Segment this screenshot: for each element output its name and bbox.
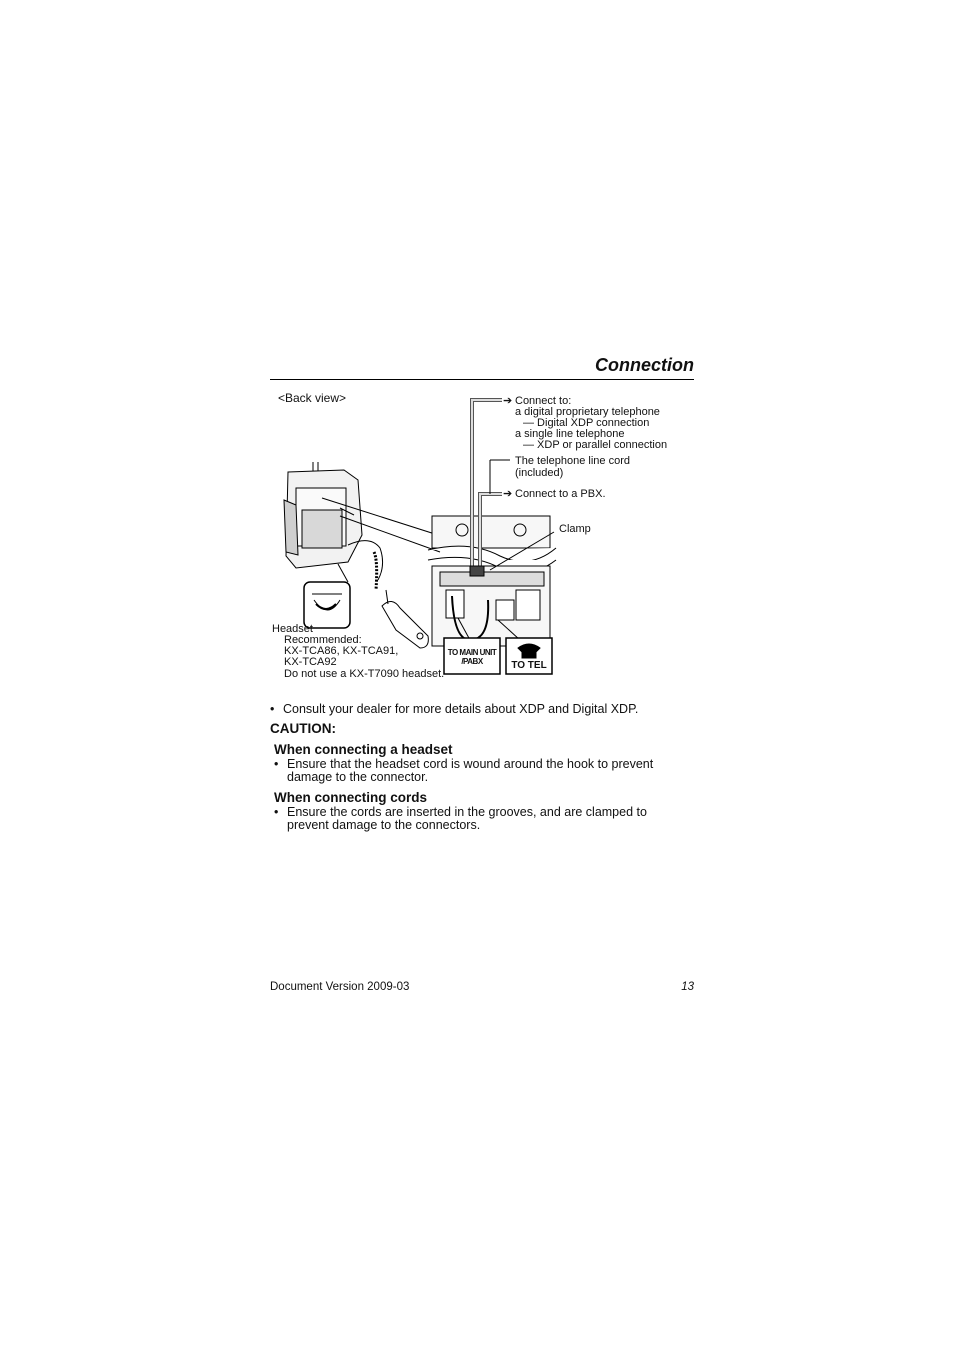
headset-caution-heading: When connecting a headset (274, 742, 453, 757)
jack-main-label (444, 648, 500, 666)
cords-caution-heading: When connecting cords (274, 790, 428, 805)
cord-label-line-1: The telephone line cord (515, 455, 630, 467)
connect-to-line-1: a digital proprietary telephone (515, 406, 660, 418)
clamp-label: Clamp (559, 523, 591, 535)
headset-hook-inset (304, 564, 350, 628)
consult-note (270, 703, 700, 716)
connect-to-line-2: — Digital XDP connection (523, 417, 650, 429)
jack-main-label-line-2: /PABX (461, 657, 483, 666)
connect-to-line-4: — XDP or parallel connection (523, 439, 668, 451)
connect-to-line-3: a single line telephone (515, 428, 625, 440)
cords-caution-text-1: Ensure the cords are inserted in the grooves, and are clamped to (287, 805, 647, 819)
bullet-icon: • (270, 702, 275, 716)
headset-line-2: KX-TCA86, KX-TCA91, (284, 645, 399, 657)
connect-pbx-arrow-icon: ➔ (503, 488, 513, 500)
headset-line-4: Do not use a KX-T7090 headset. (284, 668, 445, 680)
headset-line-1: Recommended: (284, 634, 362, 646)
jack-main-label-line-1: TO MAIN UNIT (447, 648, 497, 657)
headset-drawing (382, 590, 428, 648)
bullet-icon: • (274, 805, 279, 819)
cords-caution-item (274, 806, 694, 832)
headset-line-3: KX-TCA92 (284, 656, 337, 668)
doc-version: Document Version 2009-03 (270, 981, 410, 993)
headset-title: Headset (272, 623, 313, 635)
caution-title: CAUTION: (270, 721, 336, 736)
cords-caution-text-2: prevent damage to the connectors. (287, 818, 481, 832)
jack-tel-label: TO TEL (511, 660, 547, 671)
rear-panel-drawing (428, 516, 556, 646)
bullet-icon: • (274, 757, 279, 771)
connect-to-title: Connect to: (515, 395, 572, 407)
headset-caution-text-1: Ensure that the headset cord is wound around the hook to prevent (287, 757, 654, 771)
page-number: 13 (681, 981, 694, 993)
headset-caution-item (274, 758, 694, 784)
back-view-label: <Back view> (278, 391, 347, 405)
cord-label-line-2: (included) (515, 467, 564, 479)
consult-note-text: Consult your dealer for more details about XDP and Digital XDP. (283, 702, 639, 716)
connect-to-arrow-icon: ➔ (503, 395, 513, 407)
connect-pbx-label: Connect to a PBX. (515, 488, 606, 500)
section-title: Connection (595, 355, 694, 375)
headset-caution-text-2: damage to the connector. (287, 770, 429, 784)
